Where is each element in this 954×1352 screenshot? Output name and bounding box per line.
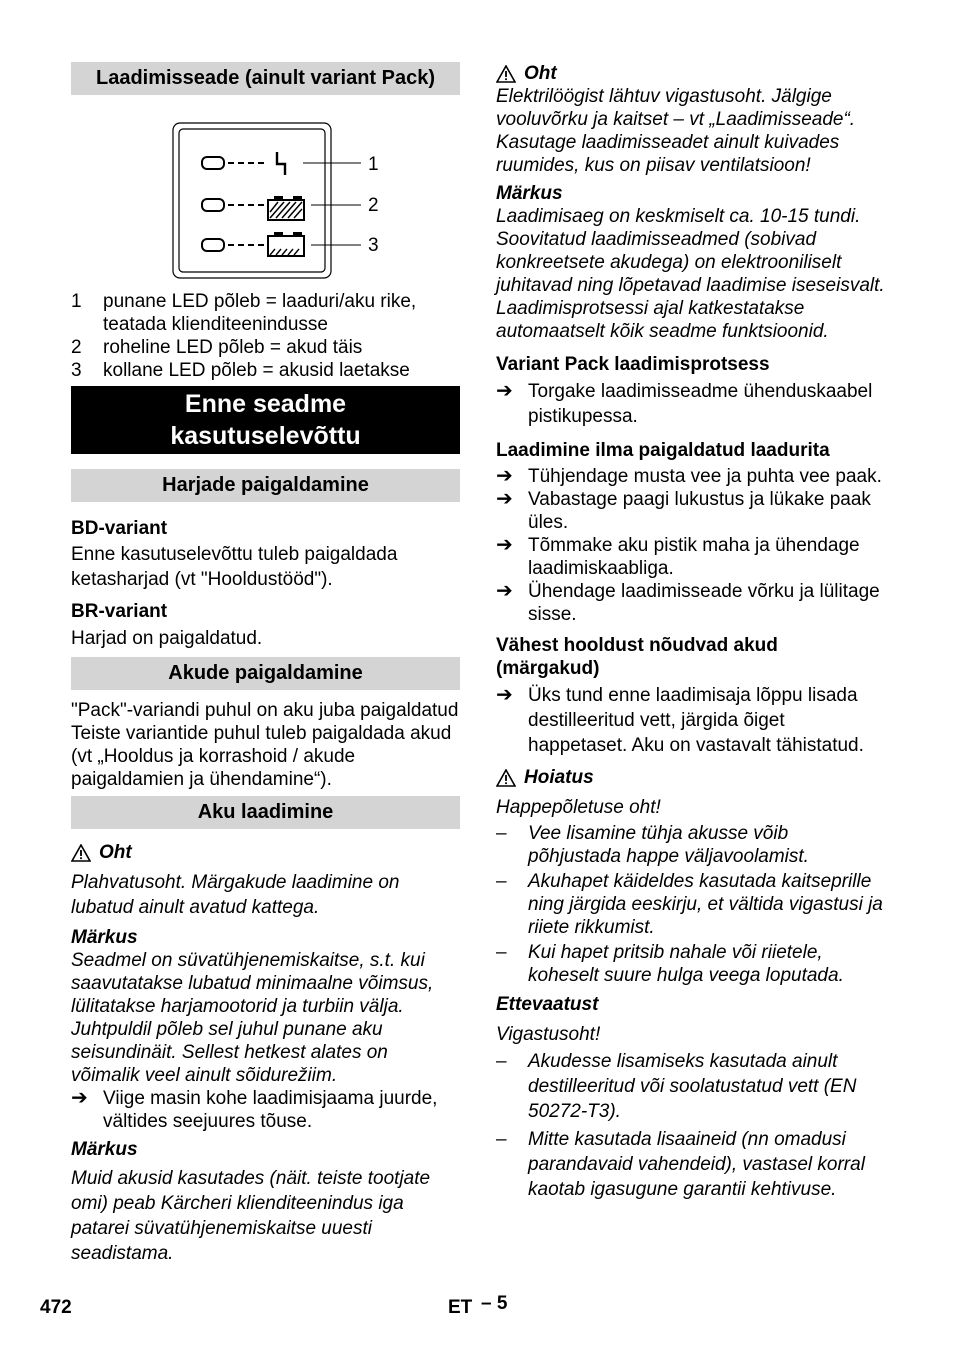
battery-heading: Akude paigaldamine (71, 657, 460, 690)
charger-heading: Laadimisseade (ainult variant Pack) (71, 62, 460, 95)
language-code: ET (448, 1297, 473, 1318)
warning-triangle-icon (496, 65, 516, 83)
list-item: – Akudesse lisamiseks kasutada ainult destilleeritud või soolatustatud vett (EN 50272-T3). (496, 1051, 857, 1122)
battery-charging-icon (268, 232, 304, 256)
no-charger-title: Laadimine ilma paigaldatud laadurita (496, 440, 830, 461)
figure-label-3: 3 (368, 235, 379, 256)
note-1-title: Märkus (71, 927, 138, 948)
pack-charging-title: Variant Pack laadimisprotsess (496, 354, 770, 375)
left-column (71, 62, 460, 1266)
danger-heading: Oht (496, 62, 886, 85)
right-column (496, 62, 886, 1202)
step-item: ➔ Tühjendage musta vee ja puhta vee paak. (496, 465, 882, 487)
caution-title: Ettevaatust (496, 994, 599, 1015)
fault-lightning-icon (277, 152, 285, 175)
caution-list (496, 1049, 886, 1202)
arrow-right-icon: ➔ (496, 465, 513, 487)
battery-text-2: Teiste variantide puhul tuleb paigaldada akud (vt „Hooldus ja korrashoid / akude paigaldamien ja ühendamine“). (71, 723, 452, 790)
battery-text-1: "Pack"-variandi puhul on aku juba paigaldatud (71, 700, 459, 721)
warning-heading: Hoiatus (496, 766, 886, 789)
brush-heading: Harjade paigaldamine (71, 469, 460, 502)
note-text-1: Laadimisaeg on keskmiselt ca. 10-15 tundi. Soovitatud laadimisseadmed (sobivad konkreetsete akudega) on elektrooniliselt juhitavad ning lõpetavad laadimise iseseisvalt. (496, 206, 885, 296)
arrow-right-icon: ➔ (496, 488, 513, 510)
step-item: ➔ Ühendage laadimisseade võrku ja lülitage sisse. (496, 580, 880, 625)
step-item: ➔ Viige masin kohe laadimisjaama juurde, vältides seejuures tõuse. (71, 1087, 438, 1132)
dash-bullet: – (496, 1051, 507, 1072)
legend-item: 1 punane LED põleb = laaduri/aku rike, teatada klienditeenindusse (71, 291, 417, 335)
page-number: 472 (40, 1297, 72, 1318)
dash-bullet: – (496, 1129, 507, 1150)
charger-panel-illustration (71, 122, 460, 282)
note-text-2: Laadimisprotsessi ajal katkestatakse automaatselt kõik seadme funktsioonid. (496, 298, 829, 342)
arrow-right-icon: ➔ (496, 684, 513, 706)
note-2-title: Märkus (71, 1139, 138, 1160)
warning-list (496, 822, 886, 987)
no-charger-steps (496, 465, 886, 626)
warning-text: Happepõletuse oht! (496, 797, 661, 818)
led-3 (202, 239, 224, 251)
caution-text: Vigastusoht! (496, 1024, 601, 1045)
battery-full-icon (268, 196, 304, 220)
step-item: ➔ Üks tund enne laadimisaja lõppu lisada destilleeritud vett, järgida õiget happetaset. Aku on vastavalt tähistatud. (496, 684, 864, 756)
bd-variant-text: Enne kasutuselevõttu tuleb paigaldada ketasharjad (vt "Hooldustööd"). (71, 544, 398, 590)
step-item: ➔ Vabastage paagi lukustus ja lükake paak üles. (496, 488, 871, 533)
arrow-right-icon: ➔ (496, 534, 513, 556)
step-item: ➔ Tõmmake aku pistik maha ja ühendage laadimiskaabliga. (496, 534, 860, 579)
br-variant-text: Harjad on paigaldatud. (71, 628, 263, 649)
sub-page-number: – 5 (481, 1293, 508, 1314)
danger-text: Plahvatusoht. Märgakude laadimine on lubatud ainult avatud kattega. (71, 872, 400, 918)
dash-bullet: – (496, 871, 507, 892)
legend-item: 3 kollane LED põleb = akusid laetakse (71, 360, 410, 381)
list-item: – Kui hapet pritsib nahale või riietele, koheselt suure hulga veega loputada. (496, 942, 844, 986)
led-2 (202, 199, 224, 211)
bd-variant-title: BD-variant (71, 518, 168, 539)
note-1-text: Seadmel on süvatühjenemiskaitse, s.t. kui saavutatakse lubatud minimaalne võimsus, lülitatakse harjamootorid ja turbiin välja. Juhtpuldil põleb sel juhul punane aku seisundinäit. Sellest hetkest alates on võimalik veel ainult sõidurežiim. (71, 950, 434, 1086)
figure-label-1: 1 (368, 154, 379, 175)
dash-bullet: – (496, 823, 507, 844)
arrow-right-icon: ➔ (71, 1087, 88, 1109)
note-title: Märkus (496, 183, 563, 204)
low-maintenance-title: Vähest hooldust nõudvad akud (märgakud) (496, 635, 778, 679)
br-variant-title: BR-variant (71, 601, 168, 622)
charging-heading: Aku laadimine (71, 796, 460, 829)
warning-triangle-icon (71, 844, 91, 862)
list-item: – Mitte kasutada lisaaineid (nn omadusi parandavaid vahendeid), vastasel korral kaotab igasugune garantii kehtivuse. (496, 1129, 865, 1200)
list-item: – Akuhapet käideldes kasutada kaitseprille ning järgida eeskirju, et vältida vigastusi ja riiete rikkumist. (496, 871, 883, 938)
note-2-text: Muid akusid kasutades (näit. teiste tootjate omi) peab Kärcheri klienditeenindus iga patarei süvatühjenemiskaitse uuesti seadistama. (71, 1168, 431, 1264)
arrow-right-icon: ➔ (496, 380, 513, 402)
legend-item: 2 roheline LED põleb = akud täis (71, 337, 363, 358)
led-1 (202, 157, 224, 169)
arrow-right-icon: ➔ (496, 580, 513, 602)
section-title: Enne seadme kasutuselevõttu (71, 386, 460, 454)
charger-figure (71, 122, 460, 282)
step-item: ➔ Torgake laadimisseadme ühenduskaabel pistikupessa. (496, 380, 873, 427)
danger-heading: Oht (71, 841, 460, 864)
list-item: – Vee lisamine tühja akusse võib põhjustada happe väljavoolamist. (496, 823, 809, 867)
warning-triangle-icon (496, 769, 516, 787)
legend-list (71, 290, 460, 382)
dash-bullet: – (496, 942, 507, 963)
figure-label-2: 2 (368, 195, 379, 216)
danger-text: Elektrilöögist lähtuv vigastusoht. Jälgige vooluvõrku ja kaitset – vt „Laadimisseade“. Kasutage laadimisseadet ainult kuivades ruumides, kus on piisav ventilatsioon! (496, 86, 856, 176)
